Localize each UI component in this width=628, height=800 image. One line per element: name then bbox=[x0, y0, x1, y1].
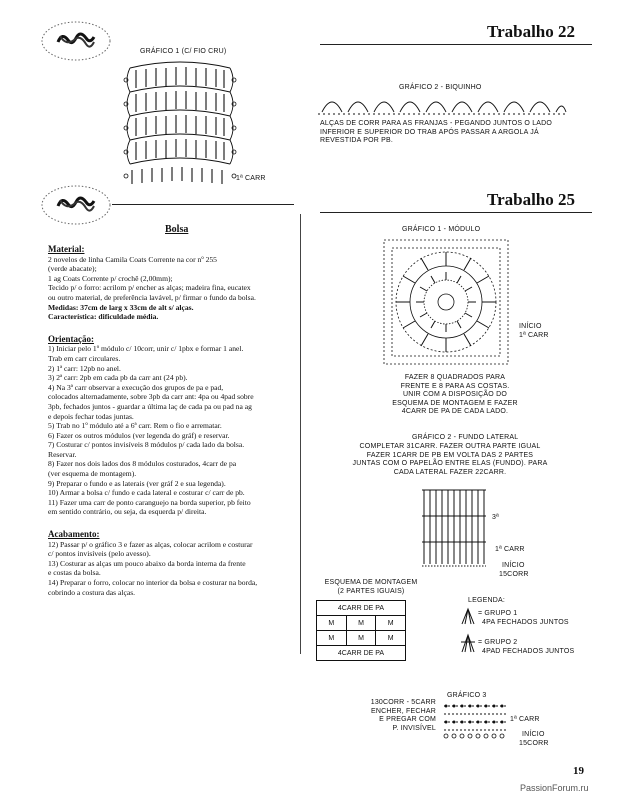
work25-chart1 bbox=[380, 236, 512, 368]
schema-module: M bbox=[376, 631, 406, 646]
work25-chart3 bbox=[440, 700, 510, 740]
work22-chart1-title: GRÁFICO 1 (C/ FIO CRU) bbox=[140, 48, 227, 55]
work22-chart1-label: 1ª CARR bbox=[236, 175, 266, 182]
orientation-line: Reservar. bbox=[48, 449, 77, 459]
group1-symbol-icon bbox=[458, 606, 478, 626]
orientation-line: 5) Trab no 1º módulo até a 6ª carr. Rem o fio e arrematar. bbox=[48, 421, 222, 431]
schema-bottom: 4CARR DE PA bbox=[317, 646, 406, 661]
orientation-line: 11) Fazer uma carr de ponto caranguejo na borda superior, pb feito bbox=[48, 497, 251, 507]
work22-chart2-title: GRÁFICO 2 - BIQUINHO bbox=[399, 84, 482, 91]
work25-chart3-title: GRÁFICO 3 bbox=[447, 692, 487, 699]
orientation-line: (ver esquema de montagem). bbox=[48, 469, 137, 479]
work25-chart1-start: INÍCIO bbox=[519, 323, 542, 330]
schema-module: M bbox=[317, 616, 347, 631]
orientation-line: 10) Armar a bolsa c/ fundo e cada lateral e costurar c/ carr de pb. bbox=[48, 488, 245, 498]
work25-left-rule bbox=[112, 204, 294, 205]
work25-chart2-top-label: 3ª bbox=[492, 514, 499, 521]
work25-chart3-start: INÍCIO bbox=[522, 731, 545, 738]
work25-chart2-start-label: INÍCIO bbox=[502, 562, 525, 569]
finish-line: cobrindo a costura das alças. bbox=[48, 587, 136, 597]
ornament-top-left bbox=[40, 20, 112, 62]
work25-chart1-title: GRÁFICO 1 - MÓDULO bbox=[402, 226, 481, 233]
assembly-schema bbox=[316, 600, 406, 661]
orientation-line: 7) Costurar c/ pontos invisíveis 8 módulos p/ cada lado da bolsa. bbox=[48, 440, 245, 450]
schema-title: ESQUEMA DE MONTAGEM bbox=[324, 579, 418, 586]
work25-chart1-caption: FAZER 8 QUADRADOS PARA FRENTE E 8 PARA AS COSTAS. UNIR COM A DISPOSIÇÃO DO ESQUEMA DE MONTAGEM E FAZER 4CARR DE PA DE CADA LADO. bbox=[392, 374, 518, 415]
schema-subtitle: (2 PARTES IGUAIS) bbox=[337, 587, 405, 595]
orientation-line: 6) Fazer os outros módulos (ver legenda do gráf) e reservar. bbox=[48, 430, 230, 440]
group2-symbol-icon bbox=[458, 632, 478, 654]
finish-line: e costas da bolsa. bbox=[48, 568, 101, 578]
legend-group2: = GRUPO 2 bbox=[478, 639, 518, 646]
finish-line: 13) Costurar as alças um pouco abaixo da borda interna da frente bbox=[48, 558, 246, 568]
finish-line: c/ pontos invisíveis (pelo avesso). bbox=[48, 549, 151, 559]
work25-title: Trabalho 25 bbox=[487, 190, 576, 209]
orientation-line: e depois fechar todas juntas. bbox=[48, 411, 134, 421]
finish-line: 14) Preparar o forro, colocar no interior da bolsa e costurar na borda, bbox=[48, 578, 258, 587]
schema-top: 4CARR DE PA bbox=[317, 601, 406, 616]
material-line: Característica: dificuldade média. bbox=[48, 312, 159, 322]
work25-chart2-title: GRÁFICO 2 - FUNDO LATERAL bbox=[412, 434, 519, 441]
work25-chart3-caption: 130CORR - 5CARR ENCHER, FECHAR E PREGAR COM P. INVISÍVEL bbox=[370, 699, 436, 732]
work25-chart2-caption: COMPLETAR 31CARR. FAZER OUTRA PARTE IGUAL FAZER 1CARR DE PB EM VOLTA DAS 2 PARTES JUNTAS COM O PAPELÃO ENTRE ELAS (FUNDO). PARA CADA LATERAL FAZER 22CARR. bbox=[352, 443, 548, 476]
work22-chart2-caption: ALÇAS DE CORR PARA AS FRANJAS - PEGANDO JUNTOS O LADO INFERIOR E SUPERIOR DO TRAB APÓS PASSAR A ARGOLA JÁ REVESTIDA POR PB. bbox=[320, 120, 553, 144]
material-heading: Material: bbox=[48, 244, 85, 254]
material-line: 1 ag Coats Corrente p/ crochê (2,00mm); bbox=[48, 273, 173, 283]
legend-group2-desc: 4PAD FECHADOS JUNTOS bbox=[482, 648, 575, 655]
material-line: ou outro material, de preferência lavável, p/ firmar o fundo da bolsa. bbox=[48, 292, 256, 302]
finish-heading: Acabamento: bbox=[48, 529, 100, 540]
orientation-line: 1) Iniciar pelo 1º módulo c/ 10corr, unir c/ 1pbx e formar 1 anel. bbox=[48, 344, 244, 354]
orientation-line: 4) Na 3ª carr observar a execução dos grupos de pa e pad, bbox=[48, 382, 224, 392]
bolsa-title: Bolsa bbox=[165, 224, 189, 235]
orientation-line: 8) Fazer nos dois lados dos 8 módulos costurados, 4carr de pa bbox=[48, 459, 237, 469]
bolsa-text bbox=[48, 242, 298, 597]
legend-title: LEGENDA: bbox=[468, 597, 505, 604]
material-line: Medidas: 37cm de larg x 33cm de alt s/ alças. bbox=[48, 302, 194, 312]
orientation-line: em sentido contrário, ou seja, da esquerda p/ direita. bbox=[48, 507, 207, 517]
material-line: 2 novelos de linha Camila Coats Corrente na cor nº 255 bbox=[48, 254, 217, 264]
work25-chart3-first: 1ª CARR bbox=[510, 716, 540, 723]
orientation-line: 9) Preparar o fundo e as laterais (ver gráf 2 e sua legenda). bbox=[48, 478, 226, 488]
orientation-line: 3) 2ª carr: 2pb em cada pb da carr ant (24 pb). bbox=[48, 373, 188, 383]
orientation-line: colocados alternadamente, sobre 3pb da carr ant: 4pa ou 4pad sobre bbox=[48, 392, 254, 402]
schema-module: M bbox=[376, 616, 406, 631]
work25-chart2-first-label: 1ª CARR bbox=[495, 546, 525, 553]
material-line: Tecido p/ o forro: acrilom p/ encher as alças; madeira fina, eucatex bbox=[48, 283, 251, 293]
column-divider bbox=[300, 214, 301, 654]
schema-module: M bbox=[346, 616, 376, 631]
watermark: PassionForum.ru bbox=[520, 783, 589, 793]
work25-chart3-count: 15CORR bbox=[519, 740, 549, 747]
page-number: 19 bbox=[573, 765, 584, 777]
work22-title: Trabalho 22 bbox=[487, 22, 576, 41]
orientation-line: 3pb, fechados juntos - guardar a última laç de cada pa ou pad na ag bbox=[48, 401, 252, 411]
material-line: (verde abacate); bbox=[48, 264, 97, 274]
work25-chart2 bbox=[418, 486, 490, 572]
orientation-line: Trab em carr circulares. bbox=[48, 353, 121, 363]
legend-group1: = GRUPO 1 bbox=[478, 610, 518, 617]
work25-title-rule bbox=[320, 212, 592, 213]
schema-title-block bbox=[316, 579, 426, 596]
ornament-mid-left bbox=[40, 184, 112, 226]
orientation-line: 2) 1ª carr: 12pb no anel. bbox=[48, 363, 121, 373]
work22-chart1 bbox=[120, 58, 240, 188]
legend-group1-desc: 4PA FECHADOS JUNTOS bbox=[482, 619, 569, 626]
schema-module: M bbox=[317, 631, 347, 646]
schema-module: M bbox=[346, 631, 376, 646]
orientation-heading: Orientação: bbox=[48, 333, 94, 344]
work22-title-rule bbox=[320, 44, 592, 45]
finish-line: 12) Passar p/ o gráfico 3 e fazer as alças, colocar acrilom e costurar bbox=[48, 539, 253, 549]
work25-chart1-first: 1ª CARR bbox=[519, 332, 549, 339]
work22-chart2 bbox=[318, 92, 568, 116]
work25-chart2-count-label: 15CORR bbox=[499, 571, 529, 578]
